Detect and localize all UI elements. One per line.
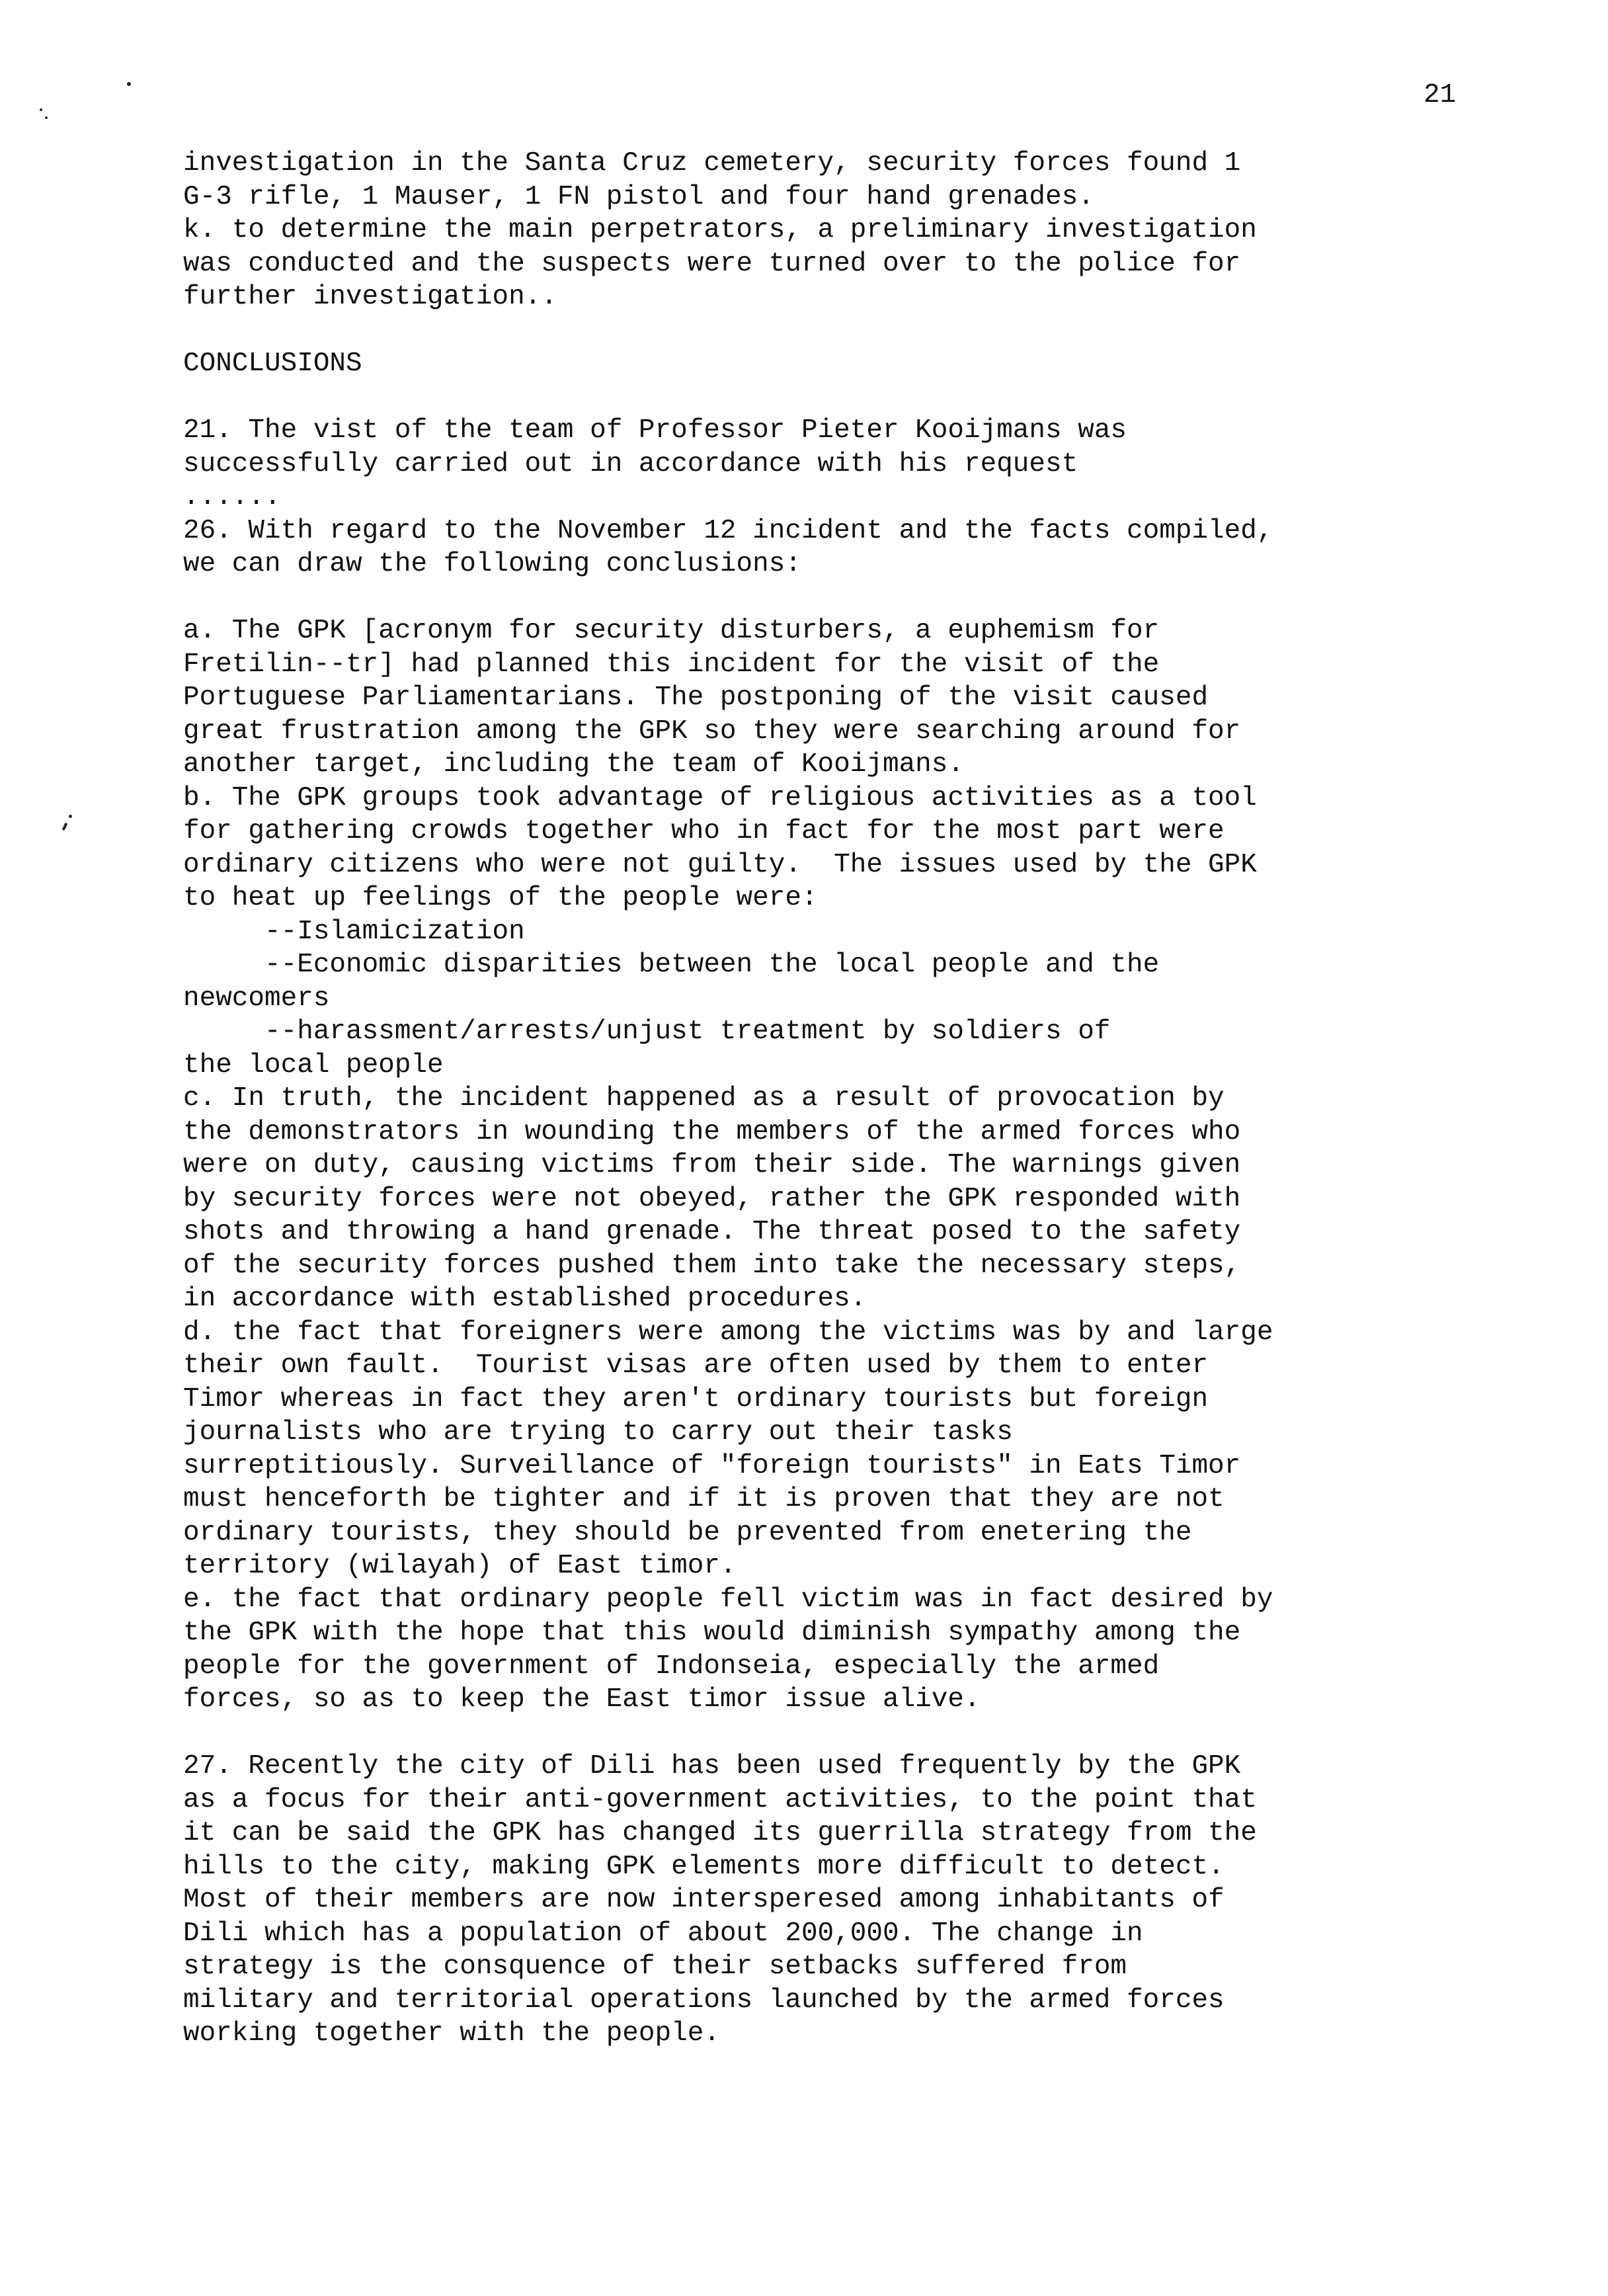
text-line: strategy is the consquence of their setbacks suffered from xyxy=(183,1951,1127,1982)
text-line: territory (wilayah) of East timor. xyxy=(183,1551,737,1581)
text-line: the GPK with the hope that this would diminish sympathy among the xyxy=(183,1618,1241,1648)
text-line: Fretilin--tr] had planned this incident for the visit of the xyxy=(183,649,1160,680)
text-line: forces, so as to keep the East timor issue alive. xyxy=(183,1684,981,1715)
scan-speck xyxy=(127,82,131,86)
text-line: must henceforth be tighter and if it is proven that they are not xyxy=(183,1484,1225,1514)
text-line: was conducted and the suspects were turned over to the police for xyxy=(183,248,1241,279)
text-line: the local people xyxy=(183,1049,444,1081)
text-line: as a focus for their anti-government activities, to the point that xyxy=(183,1784,1257,1815)
text-line: the demonstrators in wounding the members of the armed forces who xyxy=(183,1116,1241,1147)
document-body xyxy=(183,147,1506,2051)
text-line: a. The GPK [acronym for security disturbers, a euphemism for xyxy=(183,616,1160,646)
text-line: by security forces were not obeyed, rather the GPK responded with xyxy=(183,1183,1241,1214)
text-line: Timor whereas in fact they aren't ordinary tourists but foreign xyxy=(183,1383,1209,1414)
text-line: newcomers xyxy=(183,983,330,1014)
text-line: d. the fact that foreigners were among the victims was by and large xyxy=(183,1317,1273,1348)
text-line: for gathering crowds together who in fact for the most part were xyxy=(183,816,1225,846)
text-line: of the security forces pushed them into take the necessary steps, xyxy=(183,1250,1241,1281)
text-line: it can be said the GPK has changed its guerrilla strategy from the xyxy=(183,1818,1257,1848)
text-line: e. the fact that ordinary people fell victim was in fact desired by xyxy=(183,1584,1273,1615)
text-line: b. The GPK groups took advantage of religious activities as a tool xyxy=(183,782,1257,813)
text-line: 21. The vist of the team of Professor Pieter Kooijmans was xyxy=(183,415,1127,446)
text-line: journalists who are trying to carry out their tasks xyxy=(183,1417,1013,1448)
text-line: --Islamicization xyxy=(183,916,525,947)
text-line: their own fault. Tourist visas are often used by them to enter xyxy=(183,1350,1209,1381)
text-line: 27. Recently the city of Dili has been used frequently by the GPK xyxy=(183,1751,1241,1782)
blank-line xyxy=(183,581,1506,615)
text-line: Dili which has a population of about 200,000. The change in xyxy=(183,1918,1143,1949)
text-line: --harassment/arrests/unjust treatment by soldiers of xyxy=(183,1016,1111,1047)
text-line: in accordance with established procedures. xyxy=(183,1284,867,1314)
text-line: 26. With regard to the November 12 incident and the facts compiled, xyxy=(183,515,1273,546)
text-line: to heat up feelings of the people were: xyxy=(183,883,818,913)
text-line: working together with the people. xyxy=(183,2018,720,2049)
text-line: military and territorial operations launched by the armed forces xyxy=(183,1985,1225,2016)
text-line: k. to determine the main perpetrators, a preliminary investigation xyxy=(183,215,1257,245)
text-line: Most of their members are now intersperesed among inhabitants of xyxy=(183,1885,1225,1915)
page-number: 21 xyxy=(1424,80,1457,110)
text-line: hills to the city, making GPK elements more difficult to detect. xyxy=(183,1851,1225,1882)
blank-line xyxy=(183,381,1506,415)
scan-speck xyxy=(69,815,72,818)
scan-speck xyxy=(45,116,48,119)
text-line: people for the government of Indonseia, especially the armed xyxy=(183,1651,1160,1682)
text-line: great frustration among the GPK so they were searching around for xyxy=(183,716,1241,747)
text-line: ordinary citizens who were not guilty. The issues used by the GPK xyxy=(183,849,1257,880)
scan-speck xyxy=(62,823,68,831)
text-line: another target, including the team of Kooijmans. xyxy=(183,749,964,780)
text-line: were on duty, causing victims from their side. The warnings given xyxy=(183,1150,1241,1180)
text-line: surreptitiously. Surveillance of "foreign tourists" in Eats Timor xyxy=(183,1450,1241,1481)
text-line: successfully carried out in accordance with his request xyxy=(183,448,1078,479)
scan-speck xyxy=(40,108,42,111)
text-line: CONCLUSIONS xyxy=(183,348,362,379)
text-line: ...... xyxy=(183,482,281,512)
text-line: we can draw the following conclusions: xyxy=(183,549,801,579)
text-line: ordinary tourists, they should be prevented from enetering the xyxy=(183,1517,1192,1548)
text-line: c. In truth, the incident happened as a result of provocation by xyxy=(183,1083,1225,1114)
text-line: investigation in the Santa Cruz cemetery, security forces found 1 xyxy=(183,148,1241,179)
text-line: Portuguese Parliamentarians. The postponing of the visit caused xyxy=(183,682,1209,713)
text-line: further investigation.. xyxy=(183,282,557,312)
text-line: shots and throwing a hand grenade. The threat posed to the safety xyxy=(183,1217,1241,1247)
blank-line xyxy=(183,1717,1506,1750)
text-line: G-3 rifle, 1 Mauser, 1 FN pistol and four hand grenades. xyxy=(183,181,1094,212)
text-line: --Economic disparities between the local people and the xyxy=(183,950,1160,980)
blank-line xyxy=(183,314,1506,348)
